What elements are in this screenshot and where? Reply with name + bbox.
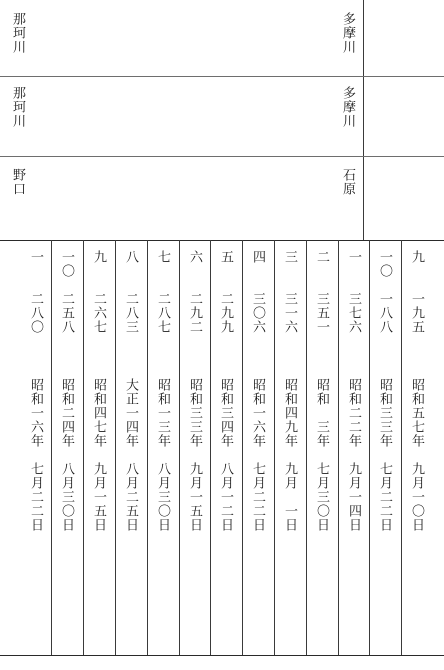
column-divider <box>242 240 243 655</box>
row-date: 昭和四九年 九月 一日 <box>282 378 297 532</box>
row-number: 九 <box>91 250 106 264</box>
row-value: 二八七 <box>155 292 170 334</box>
row-date: 大正一四年 八月二五日 <box>123 378 138 532</box>
upper-right-label-2: 多摩川 <box>340 86 355 128</box>
upper-left-label-3: 野口 <box>10 168 25 196</box>
upper-left-label-1: 那珂川 <box>10 12 25 54</box>
column-divider <box>369 240 370 655</box>
column-divider <box>51 240 52 655</box>
column-divider <box>179 240 180 655</box>
column-divider <box>306 240 307 655</box>
row-number: 四 <box>250 250 265 264</box>
row-date: 昭和一六年 七月二二日 <box>28 378 43 532</box>
row-number: 二 <box>314 250 329 264</box>
row-value: 二八〇 <box>28 292 43 334</box>
row-value: 二八三 <box>123 292 138 334</box>
column-divider <box>147 240 148 655</box>
upper-left-label-2: 那珂川 <box>10 86 25 128</box>
row-value: 二六七 <box>91 292 106 334</box>
divider-bottom <box>0 655 444 656</box>
row-date: 昭和四七年 九月一五日 <box>91 378 106 532</box>
row-value: 二五八 <box>59 292 74 334</box>
row-number: 三 <box>282 250 297 264</box>
row-date: 昭和五七年 九月一〇日 <box>409 378 424 532</box>
column-divider <box>274 240 275 655</box>
column-divider <box>115 240 116 655</box>
row-value: 二九二 <box>187 292 202 334</box>
row-value: 三〇六 <box>250 292 265 334</box>
row-date: 昭和一六年 七月二二日 <box>250 378 265 532</box>
row-date: 昭和二四年 八月三〇日 <box>59 378 74 532</box>
row-value: 三七六 <box>346 292 361 334</box>
row-date: 昭和一三年 八月三〇日 <box>155 378 170 532</box>
row-date: 昭和二二年 九月一四日 <box>346 378 361 532</box>
row-number: 五 <box>218 250 233 264</box>
divider-section <box>0 240 444 241</box>
row-number: 一〇 <box>59 250 74 278</box>
row-value: 二九九 <box>218 292 233 334</box>
row-date: 昭和 三年 七月三〇日 <box>314 378 329 532</box>
column-divider <box>83 240 84 655</box>
row-date: 昭和三三年 九月一五日 <box>187 378 202 532</box>
divider-right <box>363 0 364 240</box>
column-divider <box>401 240 402 655</box>
row-value: 三五一 <box>314 292 329 334</box>
divider-upper-2 <box>0 156 444 157</box>
row-value: 三一六 <box>282 292 297 334</box>
row-date: 昭和三三年 七月二二日 <box>377 378 392 532</box>
row-number: 七 <box>155 250 170 264</box>
row-number: 九 <box>409 250 424 264</box>
column-divider <box>210 240 211 655</box>
upper-right-label-1: 多摩川 <box>340 12 355 54</box>
row-number: 一 <box>346 250 361 264</box>
divider-upper-1 <box>0 76 444 77</box>
upper-right-label-3: 石原 <box>340 168 355 196</box>
row-value: 一八八 <box>377 292 392 334</box>
row-value: 一九五 <box>409 292 424 334</box>
row-number: 六 <box>187 250 202 264</box>
row-number: 一〇 <box>377 250 392 278</box>
row-number: 八 <box>123 250 138 264</box>
column-divider <box>338 240 339 655</box>
row-number: 一 <box>28 250 43 264</box>
row-date: 昭和三四年 八月一二日 <box>218 378 233 532</box>
